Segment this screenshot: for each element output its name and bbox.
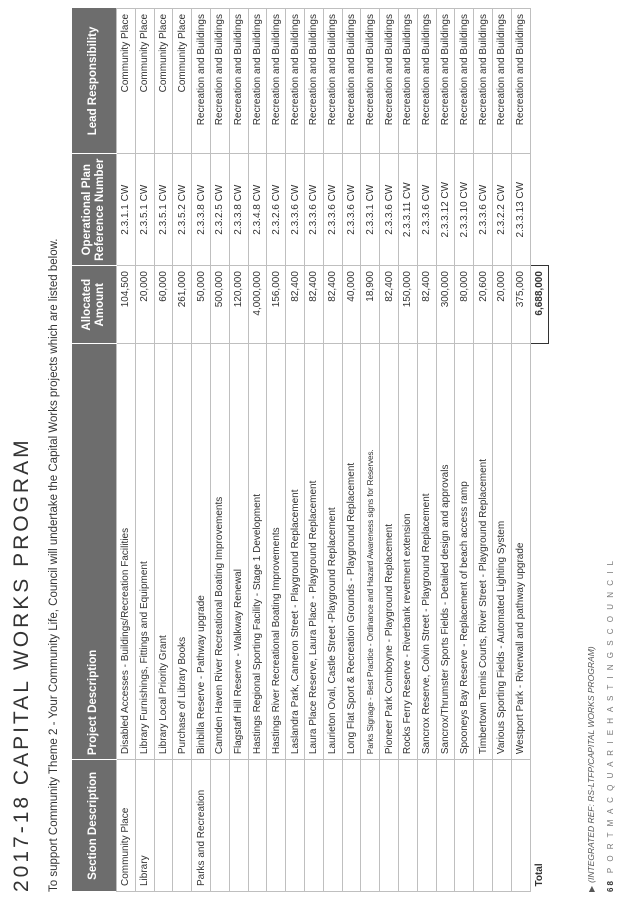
lead-cell: Recreation and Buildings	[248, 9, 267, 154]
reference-cell: 2.3.3.8 CW	[229, 154, 248, 266]
project-cell: Pioneer Park Comboyne - Playground Replacement	[380, 344, 399, 760]
project-cell: Library Local Priority Grant	[154, 344, 173, 760]
reference-cell: 2.3.3.6 CW	[286, 154, 305, 266]
reference-cell: 2.3.3.6 CW	[342, 154, 361, 266]
integrated-reference	[586, 646, 596, 892]
table-row	[474, 9, 493, 892]
section-cell	[154, 760, 173, 892]
lead-cell: Recreation and Buildings	[229, 9, 248, 154]
section-cell	[511, 760, 530, 892]
project-cell: Disabled Accesses - Buildings/Recreation Facilities	[117, 344, 136, 760]
amount-cell: 20,000	[135, 266, 154, 344]
total-spacer	[530, 154, 549, 266]
project-cell: Purchase of Library Books	[173, 344, 192, 760]
project-cell: Hastings River Recreational Boating Improvements	[267, 344, 286, 760]
amount-cell: 300,000	[436, 266, 455, 344]
section-cell	[474, 760, 493, 892]
lead-cell: Recreation and Buildings	[192, 9, 211, 154]
amount-cell: 500,000	[210, 266, 229, 344]
page-number: 68	[606, 879, 615, 892]
section-cell	[455, 760, 474, 892]
project-cell: Spooneys Bay Reserve - Replacement of beach access ramp	[455, 344, 474, 760]
amount-cell: 4,000,000	[248, 266, 267, 344]
amount-cell: 104,500	[117, 266, 136, 344]
total-spacer	[530, 344, 549, 760]
lead-cell: Recreation and Buildings	[492, 9, 511, 154]
amount-cell: 40,000	[342, 266, 361, 344]
amount-cell: 82,400	[380, 266, 399, 344]
lead-cell: Recreation and Buildings	[436, 9, 455, 154]
header-section: Section Description	[72, 760, 117, 892]
total-spacer	[530, 9, 549, 154]
table-row	[417, 9, 436, 892]
triangle-icon: ▶	[587, 885, 596, 892]
council-name: P O R T M A C Q U A R I E H A S T I N G S C O U N C I L	[606, 558, 615, 874]
section-cell	[398, 760, 417, 892]
amount-cell: 261,000	[173, 266, 192, 344]
lead-cell: Recreation and Buildings	[511, 9, 530, 154]
project-cell: Sancrox Reserve, Colvin Street - Playground Replacement	[417, 344, 436, 760]
page-footer	[606, 559, 615, 892]
reference-cell: 2.3.3.11 CW	[398, 154, 417, 266]
section-cell	[342, 760, 361, 892]
amount-cell: 20,600	[474, 266, 493, 344]
amount-cell: 60,000	[154, 266, 173, 344]
reference-cell: 2.3.3.10 CW	[455, 154, 474, 266]
section-cell	[380, 760, 399, 892]
amount-cell: 120,000	[229, 266, 248, 344]
table-body	[117, 9, 531, 892]
reference-cell: 2.3.3.6 CW	[474, 154, 493, 266]
section-cell: Parks and Recreation	[192, 760, 211, 892]
section-cell	[173, 760, 192, 892]
project-cell: Timbertown Tennis Courts, River Street - Playground Replacement	[474, 344, 493, 760]
section-cell	[286, 760, 305, 892]
section-cell	[304, 760, 323, 892]
amount-cell: 80,000	[455, 266, 474, 344]
table-row	[117, 9, 136, 892]
lead-cell: Recreation and Buildings	[455, 9, 474, 154]
project-cell: Camden Haven River Recreational Boating Improvements	[210, 344, 229, 760]
table-row	[248, 9, 267, 892]
amount-cell: 82,400	[323, 266, 342, 344]
intro-text: To support Community Theme 2 - Your Community Life, Council will undertake the Capital Works projects which are listed below.	[48, 238, 60, 892]
reference-cell: 2.3.3.13 CW	[511, 154, 530, 266]
amount-cell: 18,900	[361, 266, 380, 344]
lead-cell: Recreation and Buildings	[361, 9, 380, 154]
section-cell	[248, 760, 267, 892]
reference-cell: 2.3.5.1 CW	[135, 154, 154, 266]
reference-cell: 2.3.2.5 CW	[210, 154, 229, 266]
reference-cell: 2.3.3.6 CW	[304, 154, 323, 266]
reference-cell: 2.3.3.6 CW	[380, 154, 399, 266]
project-cell: Flagstaff Hill Reserve - Walkway Renewal	[229, 344, 248, 760]
table-row	[304, 9, 323, 892]
table-row	[135, 9, 154, 892]
table-row	[361, 9, 380, 892]
header-lead: Lead Responsibility	[72, 9, 117, 154]
section-cell	[361, 760, 380, 892]
page-title: 2017-18 CAPITAL WORKS PROGRAM	[10, 437, 33, 892]
section-cell: Library	[135, 760, 154, 892]
project-cell: Laslandra Park, Cameron Street - Playground Replacement	[286, 344, 305, 760]
section-cell	[229, 760, 248, 892]
table-row	[511, 9, 530, 892]
project-cell: Library Furnishings, Fittings and Equipment	[135, 344, 154, 760]
reference-cell: 2.3.3.6 CW	[417, 154, 436, 266]
amount-cell: 50,000	[192, 266, 211, 344]
project-cell: Laura Place Reserve, Laura Place - Playground Replacement	[304, 344, 323, 760]
table-row	[492, 9, 511, 892]
section-cell	[267, 760, 286, 892]
table-row	[455, 9, 474, 892]
reference-cell: 2.3.4.8 CW	[248, 154, 267, 266]
table-row	[342, 9, 361, 892]
reference-cell: 2.3.1.1 CW	[117, 154, 136, 266]
total-label: Total	[530, 760, 549, 892]
total-row	[530, 9, 549, 892]
project-cell: Parks Signage - Best Practice - Ordinance and Hazard Awareness signs for Reserves.	[361, 344, 380, 760]
project-cell: Long Flat Sport & Recreation Grounds - Playground Replacement	[342, 344, 361, 760]
section-cell	[323, 760, 342, 892]
amount-cell: 375,000	[511, 266, 530, 344]
reference-cell: 2.3.5.1 CW	[154, 154, 173, 266]
project-cell: Binbilla Reserve - Pathway upgrade	[192, 344, 211, 760]
project-cell: Hastings Regional Sporting Facility - Stage 1 Development	[248, 344, 267, 760]
project-cell: Sancrox/Thrumster Sports Fields - Detailed design and approvals	[436, 344, 455, 760]
integrated-reference-text: (INTEGRATED REF: RS-LTFP/CAPITAL WORKS PROGRAM)	[586, 646, 596, 883]
section-cell	[417, 760, 436, 892]
project-cell: Various Sporting Fields - Automated Lighting System	[492, 344, 511, 760]
lead-cell: Recreation and Buildings	[267, 9, 286, 154]
table-row	[267, 9, 286, 892]
table-row	[154, 9, 173, 892]
table-row	[210, 9, 229, 892]
table-row	[436, 9, 455, 892]
lead-cell: Recreation and Buildings	[342, 9, 361, 154]
section-cell	[210, 760, 229, 892]
project-cell: Westport Park - Riverwall and pathway upgrade	[511, 344, 530, 760]
lead-cell: Recreation and Buildings	[304, 9, 323, 154]
lead-cell: Recreation and Buildings	[380, 9, 399, 154]
table-header-row	[72, 9, 117, 892]
table-row	[323, 9, 342, 892]
table-row	[229, 9, 248, 892]
table-row	[286, 9, 305, 892]
section-cell: Community Place	[117, 760, 136, 892]
header-reference: Operational Plan Reference Number	[72, 154, 117, 266]
header-project: Project Description	[72, 344, 117, 760]
lead-cell: Recreation and Buildings	[323, 9, 342, 154]
amount-cell: 20,000	[492, 266, 511, 344]
lead-cell: Recreation and Buildings	[474, 9, 493, 154]
header-amount: Allocated Amount	[72, 266, 117, 344]
lead-cell: Recreation and Buildings	[417, 9, 436, 154]
project-cell: Laurieton Oval, Castle Street -Playground Replacement	[323, 344, 342, 760]
project-cell: Rocks Ferry Reserve - Riverbank revetment extension	[398, 344, 417, 760]
lead-cell: Community Place	[154, 9, 173, 154]
amount-cell: 82,400	[286, 266, 305, 344]
total-amount: 6,688,000	[530, 266, 549, 344]
table-row	[173, 9, 192, 892]
reference-cell: 2.3.3.8 CW	[192, 154, 211, 266]
lead-cell: Recreation and Buildings	[286, 9, 305, 154]
capital-works-table	[72, 8, 549, 892]
lead-cell: Recreation and Buildings	[398, 9, 417, 154]
section-cell	[492, 760, 511, 892]
amount-cell: 156,000	[267, 266, 286, 344]
table-row	[192, 9, 211, 892]
lead-cell: Community Place	[117, 9, 136, 154]
lead-cell: Recreation and Buildings	[210, 9, 229, 154]
reference-cell: 2.3.3.6 CW	[323, 154, 342, 266]
table-row	[398, 9, 417, 892]
amount-cell: 82,400	[304, 266, 323, 344]
reference-cell: 2.3.5.2 CW	[173, 154, 192, 266]
section-cell	[436, 760, 455, 892]
reference-cell: 2.3.2.2 CW	[492, 154, 511, 266]
lead-cell: Community Place	[135, 9, 154, 154]
reference-cell: 2.3.3.12 CW	[436, 154, 455, 266]
amount-cell: 82,400	[417, 266, 436, 344]
reference-cell: 2.3.2.6 CW	[267, 154, 286, 266]
lead-cell: Community Place	[173, 9, 192, 154]
reference-cell: 2.3.3.1 CW	[361, 154, 380, 266]
amount-cell: 150,000	[398, 266, 417, 344]
table-row	[380, 9, 399, 892]
